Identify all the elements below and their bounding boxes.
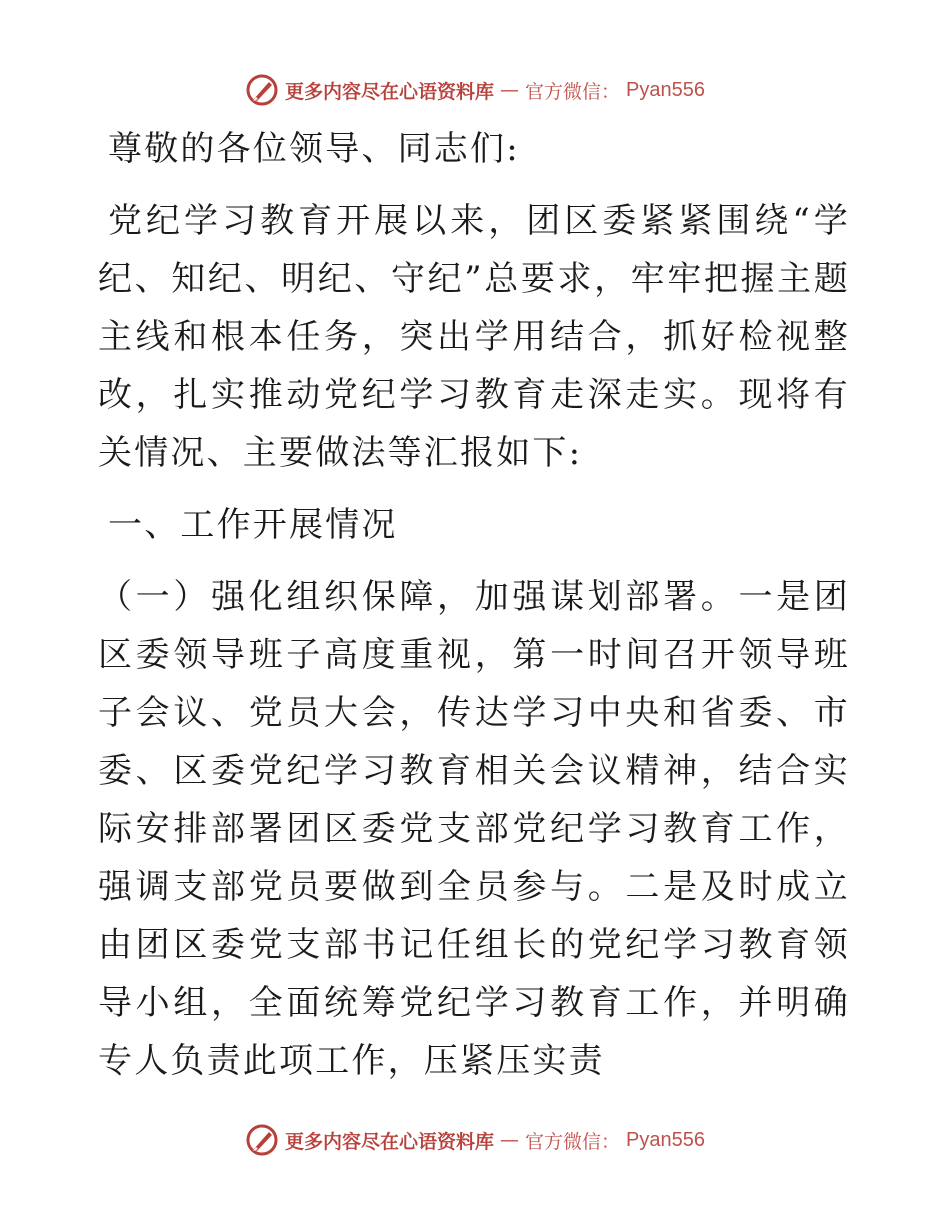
document-body <box>98 120 850 1090</box>
watermark-separator: — <box>500 79 520 101</box>
quill-pen-circle-icon <box>245 1123 279 1157</box>
watermark-label: 官方微信： <box>525 80 621 103</box>
footer-watermark <box>0 1120 950 1160</box>
header-watermark <box>0 70 950 110</box>
section-heading: 一、工作开展情况 <box>108 505 398 545</box>
watermark-brand: 更多内容尽在心语资料库 <box>285 1130 495 1153</box>
greeting: 尊敬的各位领导、同志们: <box>108 129 520 169</box>
intro-paragraph: 党纪学习教育开展以来，团区委紧紧围绕“学纪、知纪、明纪、守纪”总要求，牢牢把握主题主线和根本任务，突出学用结合，抓好检视整改，扎实推动党纪学习教育走深走实。现将有关情况、主要做法等汇报如下: <box>98 201 850 473</box>
watermark-brand: 更多内容尽在心语资料库 <box>285 80 495 103</box>
watermark-label: 官方微信： <box>525 1130 621 1153</box>
watermark-wechat-id: Pyan556 <box>626 1128 705 1151</box>
subsection-paragraph: （一）强化组织保障，加强谋划部署。一是团区委领导班子高度重视，第一时间召开领导班子会议、党员大会，传达学习中央和省委、市委、区委党纪学习教育相关会议精神，结合实际安排部署团区委党支部党纪学习教育工作，强调支部党员要做到全员参与。二是及时成立由团区委党支部书记任组长的党纪学习教育领导小组，全面统筹党纪学习教育工作，并明确专人负责此项工作，压紧压实责 <box>98 577 850 1081</box>
quill-pen-circle-icon <box>245 73 279 107</box>
watermark-wechat-id: Pyan556 <box>626 78 705 101</box>
watermark-separator: — <box>500 1129 520 1151</box>
